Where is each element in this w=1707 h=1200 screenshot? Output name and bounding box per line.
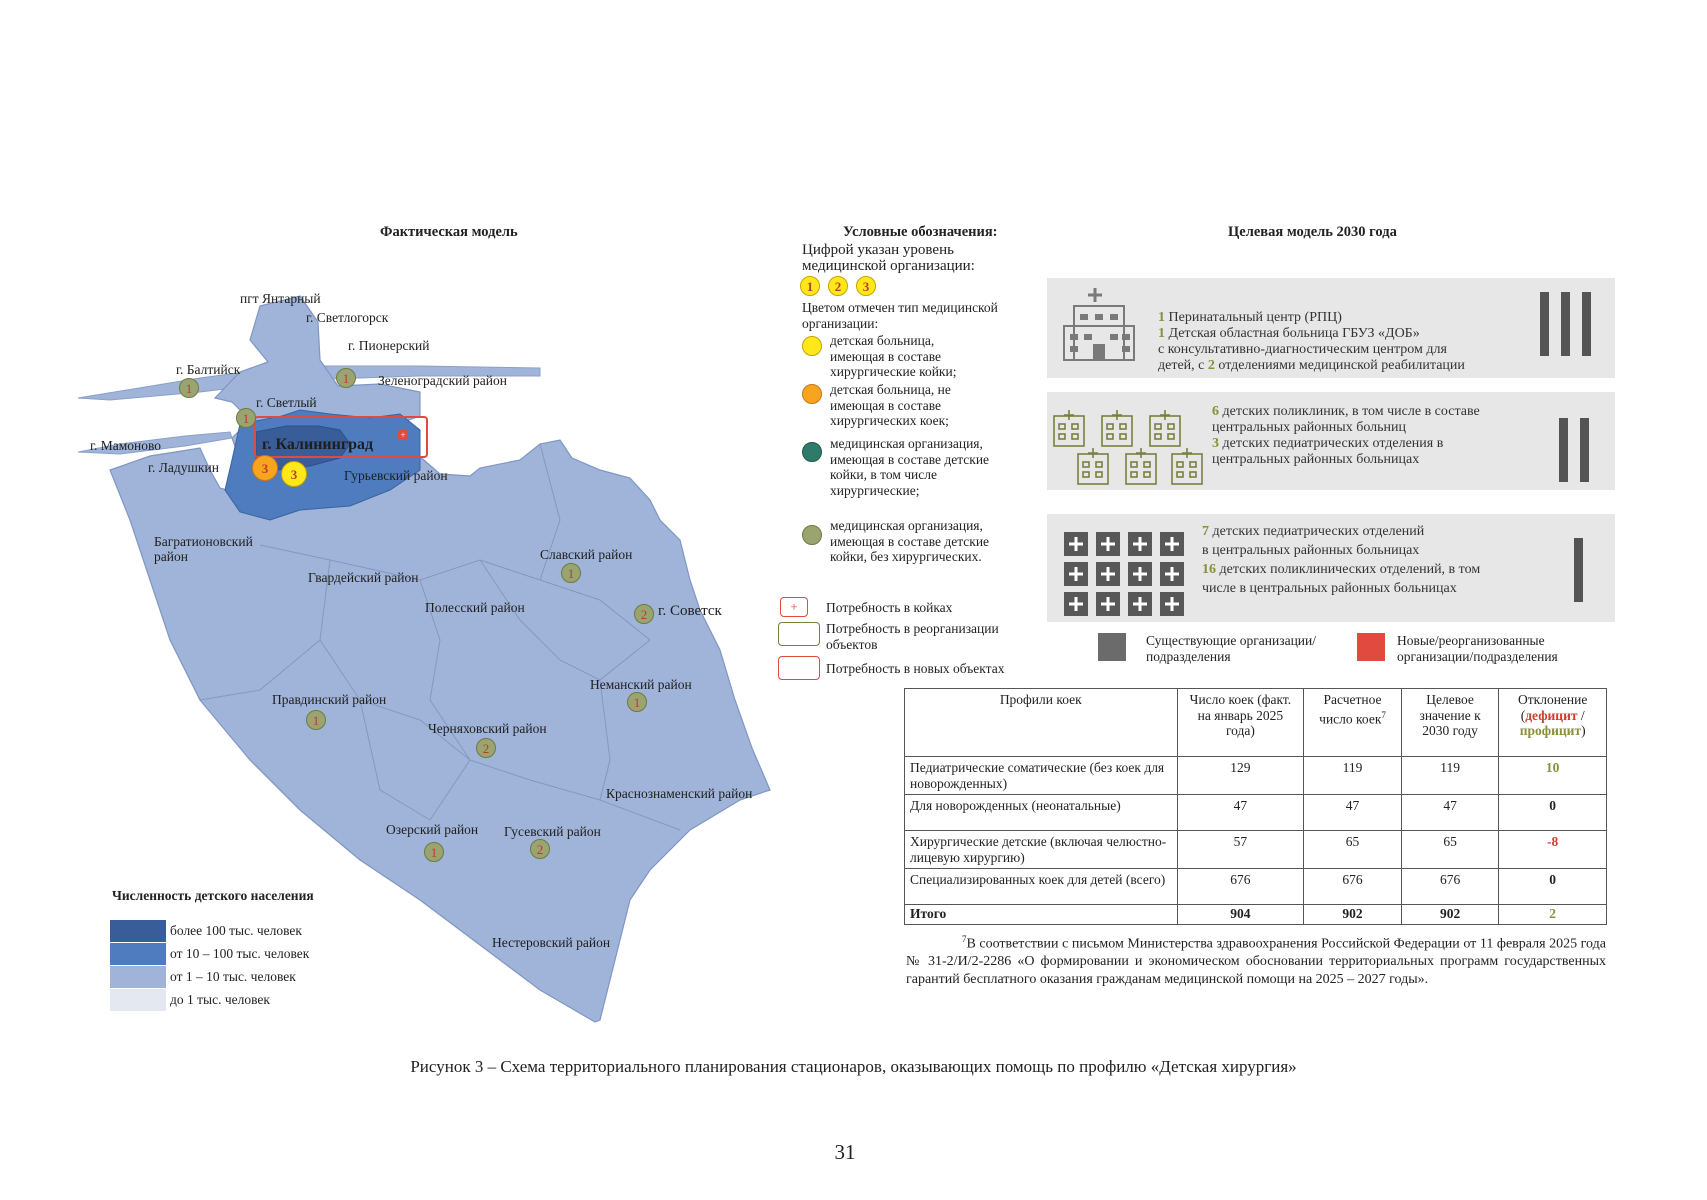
legend-swatch-1k bbox=[110, 966, 166, 988]
panel1-bar-2 bbox=[1561, 292, 1570, 356]
label-baltiysk: г. Балтийск bbox=[176, 362, 241, 377]
panel2-bar-1 bbox=[1559, 418, 1568, 482]
department-icons bbox=[1064, 532, 1188, 616]
footnote: $^7$В соответствии с письмом Министерства здравоохранения Российской Федерации от 11 февраля 2025 года № 31-2/И/2-2286 «О формировании и экономическом обосновании территориальных программ государственных гарантий бесплатного оказания гражданам медицинской помощи на 2025 – 2027 годы». bbox=[906, 934, 1606, 987]
label-polessk: Полесский район bbox=[425, 600, 525, 615]
cell-calc: 119 bbox=[1304, 757, 1402, 795]
panel1-bar-1 bbox=[1540, 292, 1549, 356]
legend-swatch-100k bbox=[110, 920, 166, 942]
key-existing-label: Существующие организации/подразделения bbox=[1146, 633, 1316, 664]
th-actual: Число коек (факт. на январь 2025 года) bbox=[1177, 689, 1304, 757]
polyclinic-icons bbox=[1050, 410, 1205, 486]
cell-actual: 47 bbox=[1177, 795, 1304, 831]
badge-slavsk: 1 bbox=[561, 563, 581, 583]
panel1-line1: 1 Перинатальный центр (РПЦ) bbox=[1158, 310, 1342, 325]
table-total-row bbox=[905, 905, 1607, 925]
legend-level-text: Цифрой указан уровень медицинской организации: bbox=[802, 242, 975, 274]
table-header-row bbox=[905, 689, 1607, 757]
legend-title: Условные обозначения: bbox=[843, 224, 998, 240]
key-existing-swatch bbox=[1098, 633, 1126, 661]
hospital-building-icon bbox=[1060, 286, 1138, 362]
label-ozersk: Озерский район bbox=[386, 822, 479, 837]
beds-table bbox=[904, 688, 1607, 925]
panel3-bar-1 bbox=[1574, 538, 1583, 602]
badge-zelenogradsk: 1 bbox=[336, 368, 356, 388]
label-svetlogorsk: г. Светлогорск bbox=[306, 310, 389, 325]
label-sovetsk: г. Советск bbox=[658, 603, 722, 619]
label-pravdinsk: Правдинский район bbox=[272, 692, 387, 707]
badge-baltiysk: 1 bbox=[179, 378, 199, 398]
legend-level-3: 3 bbox=[856, 276, 876, 296]
cell-total-actual: 904 bbox=[1177, 905, 1304, 925]
badge-gusev: 2 bbox=[530, 839, 550, 859]
page-number: 31 bbox=[834, 1140, 856, 1164]
label-mamonovo: г. Мамоново bbox=[90, 438, 162, 453]
label-guryevsk: Гурьевский район bbox=[344, 468, 448, 483]
panel3-line3: 16 детских поликлинических отделений, в том bbox=[1202, 562, 1481, 577]
key-new-label: Новые/реорганизованные организации/подразделения bbox=[1397, 633, 1558, 664]
label-bagrationovsk: Багратионовский район bbox=[154, 534, 253, 564]
panel2-bar-2 bbox=[1580, 418, 1589, 482]
panel2-line3: 3 детских педиатрических отделения в bbox=[1212, 436, 1444, 451]
panel2-line4: центральных районных больницах bbox=[1212, 452, 1420, 467]
population-legend-title: Численность детского населения bbox=[112, 888, 314, 903]
panel1-line2: 1 Детская областная больница ГБУЗ «ДОБ» bbox=[1158, 326, 1420, 341]
table-row bbox=[905, 795, 1607, 831]
label-gvardeysk: Гвардейский район bbox=[308, 570, 419, 585]
cell-profile: Специализированных коек для детей (всего) bbox=[905, 869, 1178, 905]
legend-swatch-10k bbox=[110, 943, 166, 965]
badge-svetly: 1 bbox=[236, 408, 256, 428]
legend-level-2: 2 bbox=[828, 276, 848, 296]
legend-beds-icon: + bbox=[780, 597, 808, 617]
badge-chernyakhovsk: 2 bbox=[476, 738, 496, 758]
region-body bbox=[110, 296, 770, 1022]
left-title: Фактическая модель bbox=[380, 224, 518, 240]
th-profile: Профили коек bbox=[905, 689, 1178, 757]
legend-type-text: Цветом отмечен тип медицинской организации: bbox=[802, 300, 998, 331]
label-neman: Неманский район bbox=[590, 677, 692, 692]
panel1-line3: с консультативно-диагностическим центром для bbox=[1158, 342, 1447, 357]
legend-need-reorg: Потребность в реорганизации объектов bbox=[826, 621, 999, 652]
label-yantarny: пгт Янтарный bbox=[240, 291, 321, 306]
label-kaliningrad: г. Калининград bbox=[262, 436, 374, 453]
th-deviation: Отклонение (дефицит / профицит) bbox=[1499, 689, 1607, 757]
panel1-bar-3 bbox=[1582, 292, 1591, 356]
cell-deviation: 0 bbox=[1499, 795, 1607, 831]
cell-profile: Для новорожденных (неонатальные) bbox=[905, 795, 1178, 831]
label-gusev: Гусевский район bbox=[504, 824, 601, 839]
panel2-line2: центральных районных больниц bbox=[1212, 420, 1406, 435]
cell-deviation: 0 bbox=[1499, 869, 1607, 905]
beds-need-marker: + bbox=[398, 430, 408, 440]
badge-sovetsk: 2 bbox=[634, 604, 654, 624]
table-row bbox=[905, 869, 1607, 905]
badge-neman: 1 bbox=[627, 692, 647, 712]
cell-calc: 47 bbox=[1304, 795, 1402, 831]
cell-deviation: -8 bbox=[1499, 831, 1607, 869]
cell-total-target: 902 bbox=[1401, 905, 1499, 925]
label-slavsk: Славский район bbox=[540, 547, 633, 562]
badge-kaliningrad-orange: 3 bbox=[252, 455, 278, 481]
badge-kaliningrad-yellow: 3 bbox=[281, 461, 307, 487]
legend-yellow-dot bbox=[802, 336, 822, 356]
legend-need-new: Потребность в новых объектах bbox=[826, 661, 1005, 676]
cell-actual: 57 bbox=[1177, 831, 1304, 869]
panel3-line2: в центральных районных больницах bbox=[1202, 543, 1420, 558]
label-pionersky: г. Пионерский bbox=[348, 338, 430, 353]
badge-ozersk: 1 bbox=[424, 842, 444, 862]
legend-label-lt1k: до 1 тыс. человек bbox=[170, 992, 270, 1007]
label-krasnoznamensk: Краснознаменский район bbox=[606, 786, 753, 801]
label-svetly: г. Светлый bbox=[256, 395, 317, 410]
label-chernyakhovsk: Черняховский район bbox=[428, 721, 547, 736]
cell-total-deviation: 2 bbox=[1499, 905, 1607, 925]
badge-pravdinsk: 1 bbox=[306, 710, 326, 730]
table-row bbox=[905, 831, 1607, 869]
legend-reorg-frame bbox=[778, 622, 820, 646]
legend-label-100k: более 100 тыс. человек bbox=[170, 923, 302, 938]
cell-target: 119 bbox=[1401, 757, 1499, 795]
cell-total-calc: 902 bbox=[1304, 905, 1402, 925]
cell-total-profile: Итого bbox=[905, 905, 1178, 925]
legend-orange-dot bbox=[802, 384, 822, 404]
cell-calc: 65 bbox=[1304, 831, 1402, 869]
label-ladushkin: г. Ладушкин bbox=[148, 460, 219, 475]
cell-target: 65 bbox=[1401, 831, 1499, 869]
legend-type-4: медицинская организация, имеющая в составе детские койки, без хирургических. bbox=[830, 518, 990, 564]
cell-actual: 676 bbox=[1177, 869, 1304, 905]
cell-actual: 129 bbox=[1177, 757, 1304, 795]
legend-teal-dot bbox=[802, 442, 822, 462]
label-zelenogradsk: Зеленоградский район bbox=[378, 373, 507, 388]
clinic-icon bbox=[1054, 410, 1084, 446]
cell-profile: Хирургические детские (включая челюстно-лицевую хирургию) bbox=[905, 831, 1178, 869]
legend-level-1: 1 bbox=[800, 276, 820, 296]
cell-target: 676 bbox=[1401, 869, 1499, 905]
dept-row-1 bbox=[1064, 532, 1184, 556]
legend-need-beds: Потребность в койках bbox=[826, 600, 953, 615]
cell-calc: 676 bbox=[1304, 869, 1402, 905]
legend-type-2: детская больница, не имеющая в составе хирургических коек; bbox=[830, 382, 951, 428]
label-nesterov: Нестеровский район bbox=[492, 935, 611, 950]
cell-target: 47 bbox=[1401, 795, 1499, 831]
panel3-line1: 7 детских педиатрических отделений bbox=[1202, 524, 1425, 539]
panel3-line4: числе в центральных районных больницах bbox=[1202, 581, 1457, 596]
legend-olive-dot bbox=[802, 525, 822, 545]
panel2-line1: 6 детских поликлиник, в том числе в составе bbox=[1212, 404, 1480, 419]
figure-caption: Рисунок 3 – Схема территориального планирования стационаров, оказывающих помощь по профилю «Детская хирургия» bbox=[410, 1057, 1297, 1076]
right-title: Целевая модель 2030 года bbox=[1228, 224, 1397, 240]
cell-profile: Педиатрические соматические (без коек для новорожденных) bbox=[905, 757, 1178, 795]
legend-label-1k: от 1 – 10 тыс. человек bbox=[170, 969, 296, 984]
key-new-swatch bbox=[1357, 633, 1385, 661]
th-calc: Расчетное число коек$^7$ bbox=[1304, 689, 1402, 757]
table-row bbox=[905, 757, 1607, 795]
legend-new-frame bbox=[778, 656, 820, 680]
legend-swatch-lt1k bbox=[110, 989, 166, 1011]
legend-label-10k: от 10 – 100 тыс. человек bbox=[170, 946, 310, 961]
legend-type-1: детская больница, имеющая в составе хирургические койки; bbox=[830, 333, 957, 379]
th-target: Целевое значение к 2030 году bbox=[1401, 689, 1499, 757]
panel1-line4: детей, с 2 отделениями медицинской реабилитации bbox=[1158, 358, 1465, 373]
legend-type-3: медицинская организация, имеющая в составе детские койки, в том числе хирургические; bbox=[830, 436, 990, 498]
cell-deviation: 10 bbox=[1499, 757, 1607, 795]
